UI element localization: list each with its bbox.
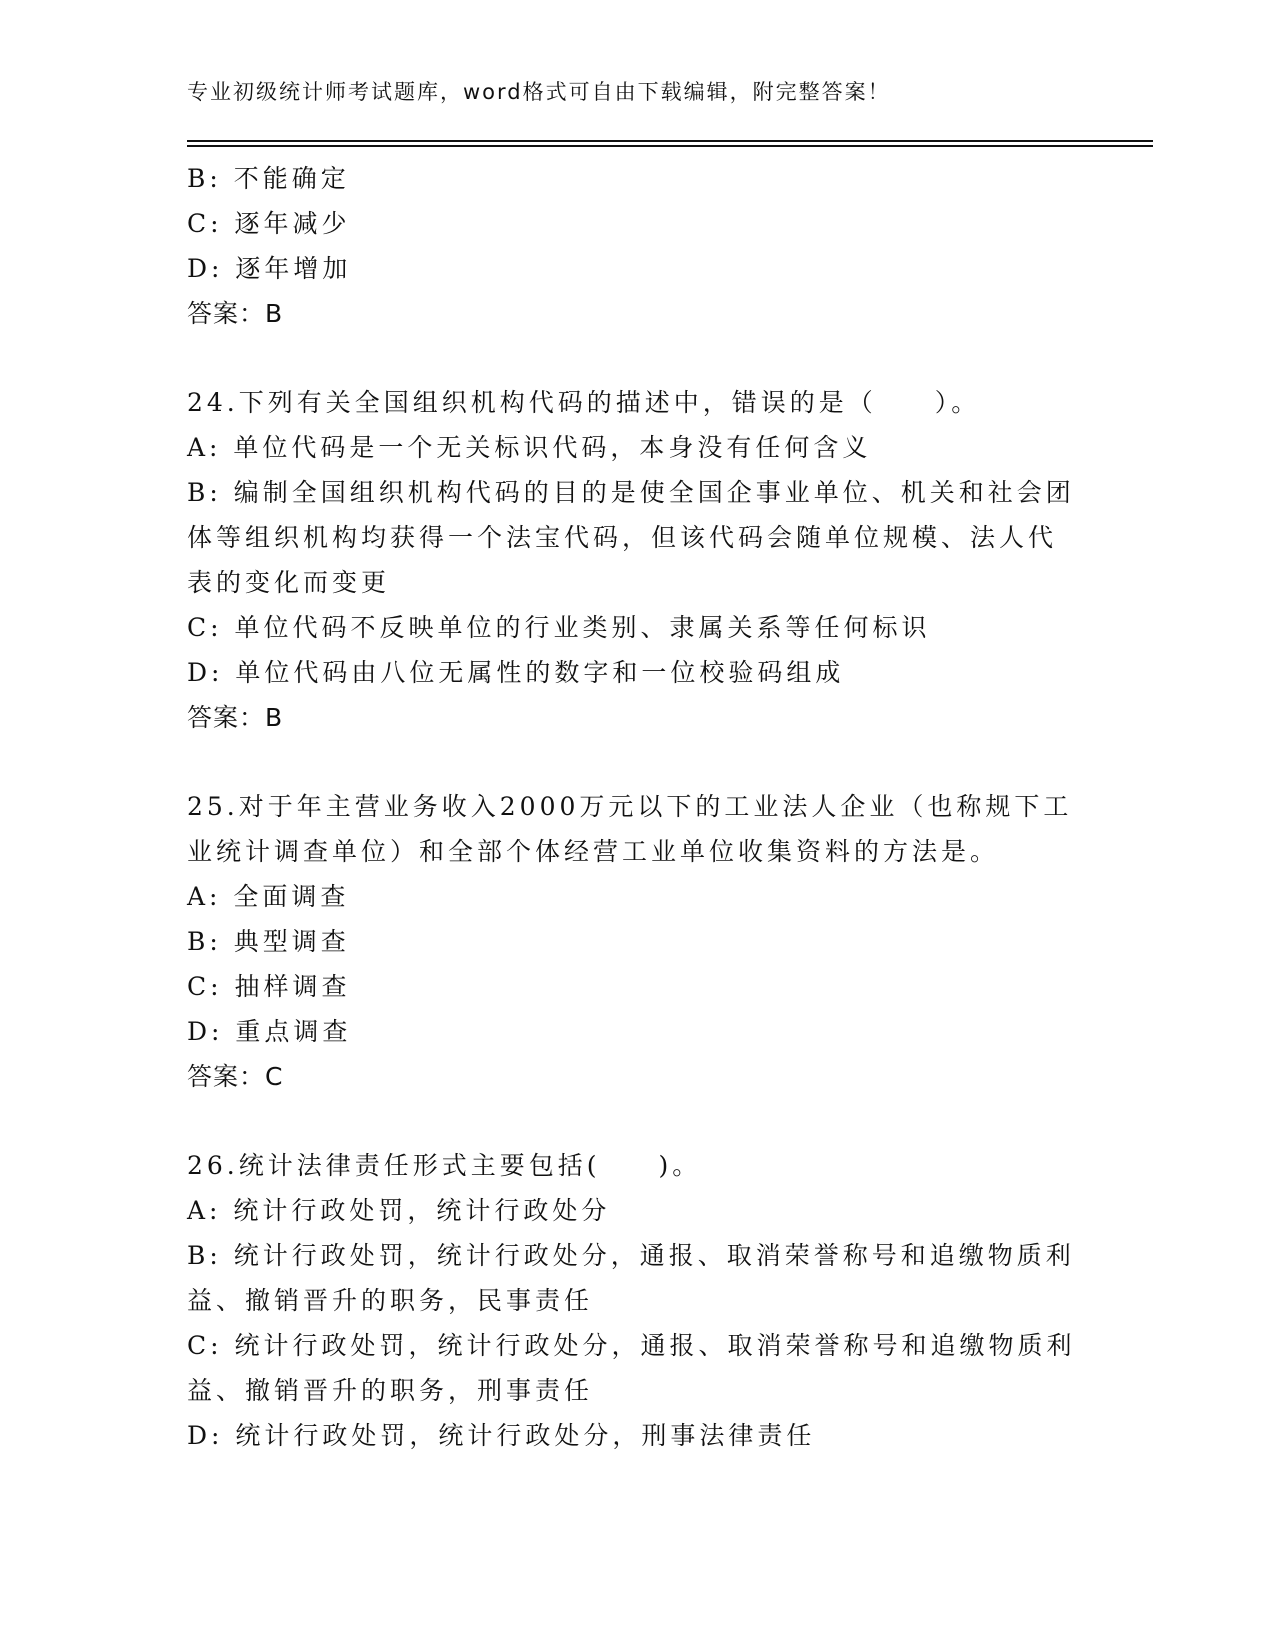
question-25	[187, 784, 1087, 1099]
q26-option-c: C: 统计行政处罚，统计行政处分，通报、取消荣誉称号和追缴物质利	[187, 1331, 1076, 1360]
header-divider-top	[187, 140, 1153, 142]
q24-option-d: D: 单位代码由八位无属性的数字和一位校验码组成	[187, 658, 845, 687]
question-24	[187, 380, 1087, 740]
q25-option-d: D: 重点调查	[187, 1017, 352, 1046]
header-divider-bottom	[187, 145, 1153, 147]
q24-option-b-cont: 表的变化而变更	[187, 568, 391, 597]
q24-option-b: B: 编制全国组织机构代码的目的是使全国企事业单位、机关和社会团	[187, 478, 1075, 507]
q24-option-a: A: 单位代码是一个无关标识代码，本身没有任何含义	[187, 433, 872, 462]
q25-option-c: C: 抽样调查	[187, 972, 351, 1001]
exam-content	[187, 156, 1087, 1458]
q23-answer: 答案：B	[187, 299, 284, 328]
question-23-tail	[187, 156, 1087, 336]
q26-option-b: B: 统计行政处罚，统计行政处分，通报、取消荣誉称号和追缴物质利	[187, 1241, 1075, 1270]
q26-option-c-cont: 益、撤销晋升的职务，刑事责任	[187, 1376, 594, 1405]
q23-option-b: B: 不能确定	[187, 164, 350, 193]
q26-option-a: A: 统计行政处罚，统计行政处分	[187, 1196, 611, 1225]
q24-option-c: C: 单位代码不反映单位的行业类别、隶属关系等任何标识	[187, 613, 931, 642]
q25-stem: 25.对于年主营业务收入2000万元以下的工业法人企业（也称规下工	[187, 792, 1073, 821]
q25-stem-cont: 业统计调查单位）和全部个体经营工业单位收集资料的方法是。	[187, 837, 1000, 866]
q25-option-b: B: 典型调查	[187, 927, 350, 956]
q25-option-a: A: 全面调查	[187, 882, 350, 911]
q24-stem: 24.下列有关全国组织机构代码的描述中，错误的是（ ）。	[187, 388, 981, 417]
q24-option-b-cont: 体等组织机构均获得一个法宝代码，但该代码会随单位规模、法人代	[187, 523, 1058, 552]
q26-option-d: D: 统计行政处罚，统计行政处分，刑事法律责任	[187, 1421, 816, 1450]
page-header: 专业初级统计师考试题库，word格式可自由下载编辑，附完整答案！	[187, 80, 891, 104]
q25-answer: 答案：C	[187, 1062, 284, 1091]
q26-option-b-cont: 益、撤销晋升的职务，民事责任	[187, 1286, 594, 1315]
q23-option-c: C: 逐年减少	[187, 209, 351, 238]
question-26	[187, 1143, 1087, 1458]
q26-stem: 26.统计法律责任形式主要包括( )。	[187, 1151, 702, 1180]
q23-option-d: D: 逐年增加	[187, 254, 352, 283]
q24-answer: 答案：B	[187, 703, 284, 732]
